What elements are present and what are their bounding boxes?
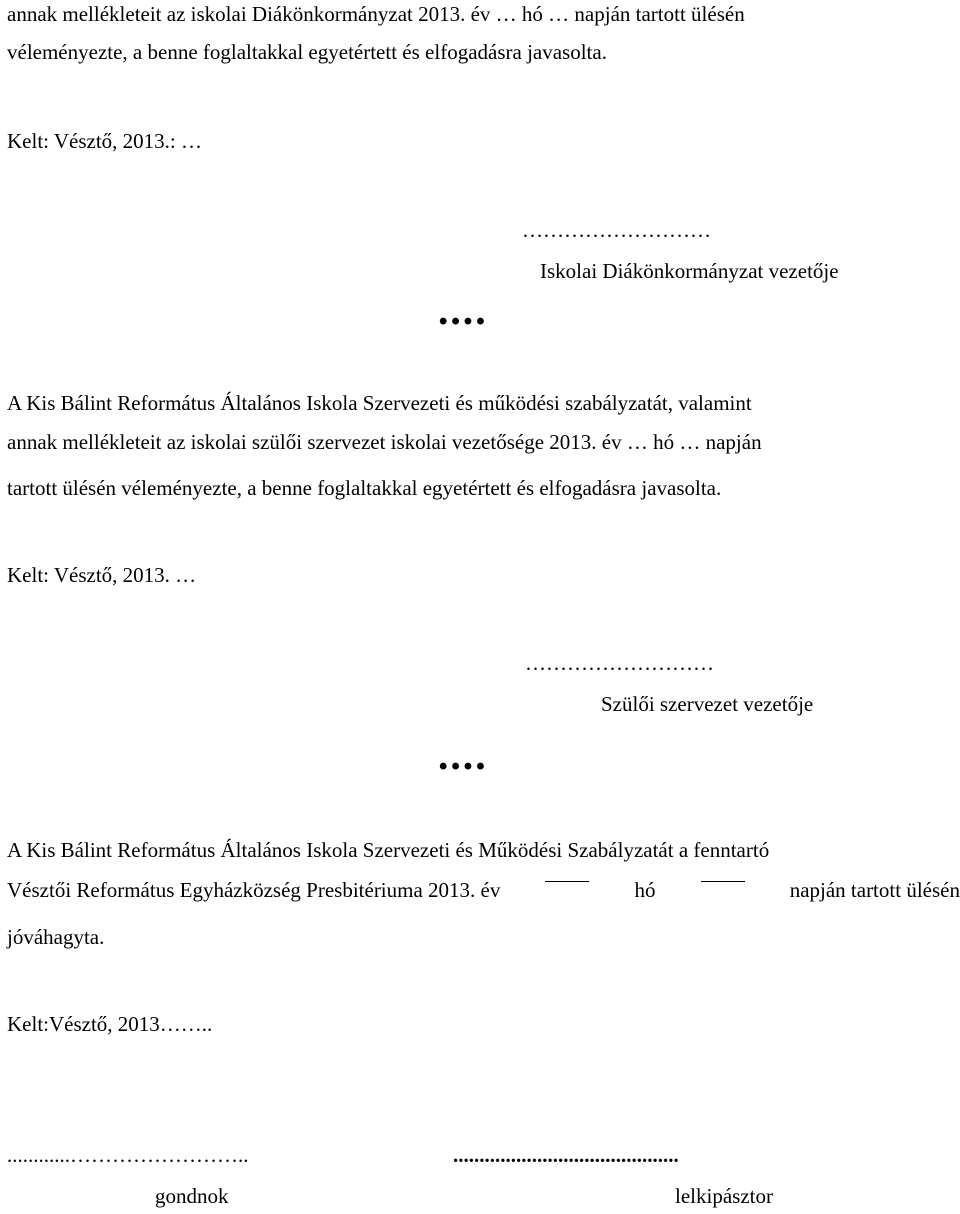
section1-signature-title: Iskolai Diákönkormányzat vezetője — [540, 259, 839, 283]
section1-paragraph-line-2: véleményezte, a benne foglaltakkal egyetértett és elfogadásra javasolta. — [7, 40, 607, 64]
section2-separator: •••• — [439, 753, 489, 780]
section2-paragraph-line-3: tartott ülésén véleményezte, a benne foglaltakkal egyetértett és elfogadásra javasolta. — [7, 476, 722, 500]
section2-paragraph-line-1: A Kis Bálint Református Általános Iskola Szervezeti és működési szabályzatát, valamint — [7, 391, 752, 415]
section3-paragraph-line-3: jóváhagyta. — [7, 925, 105, 949]
blank-month — [545, 880, 589, 882]
section2-signature-title: Szülői szervezet vezetője — [601, 692, 814, 716]
section3-date-line: Kelt:Vésztő, 2013…….. — [7, 1012, 213, 1036]
section2-paragraph-line-2: annak mellékleteit az iskolai szülői szervezet iskolai vezetősége 2013. év … hó … napján — [7, 430, 762, 454]
gondnok-title: gondnok — [155, 1184, 229, 1208]
gondnok-signature-dots: ............…………………….. — [7, 1143, 249, 1167]
section3-paragraph-line-1: A Kis Bálint Református Általános Iskola Szervezeti és Működési Szabályzatát a fenntartó — [7, 838, 770, 862]
section1-signature-dots: ……………………… — [522, 218, 711, 242]
blank-day — [701, 880, 745, 882]
section1-separator: •••• — [439, 308, 489, 335]
lelkipasztor-signature-dots: ........................................... — [453, 1143, 679, 1167]
section2-signature-dots: ……………………… — [525, 651, 714, 675]
section1-paragraph-line-1: annak mellékleteit az iskolai Diákönkormányzat 2013. év … hó … napján tartott ülésén — [7, 2, 745, 26]
section3-paragraph-line-2: Vésztői Református Egyházközség Presbitériuma 2013. év hó napján tartott ülésén — [7, 878, 960, 902]
section1-date-line: Kelt: Vésztő, 2013.: … — [7, 129, 203, 153]
lelkipasztor-title: lelkipásztor — [675, 1184, 773, 1208]
section2-date-line: Kelt: Vésztő, 2013. … — [7, 563, 197, 587]
